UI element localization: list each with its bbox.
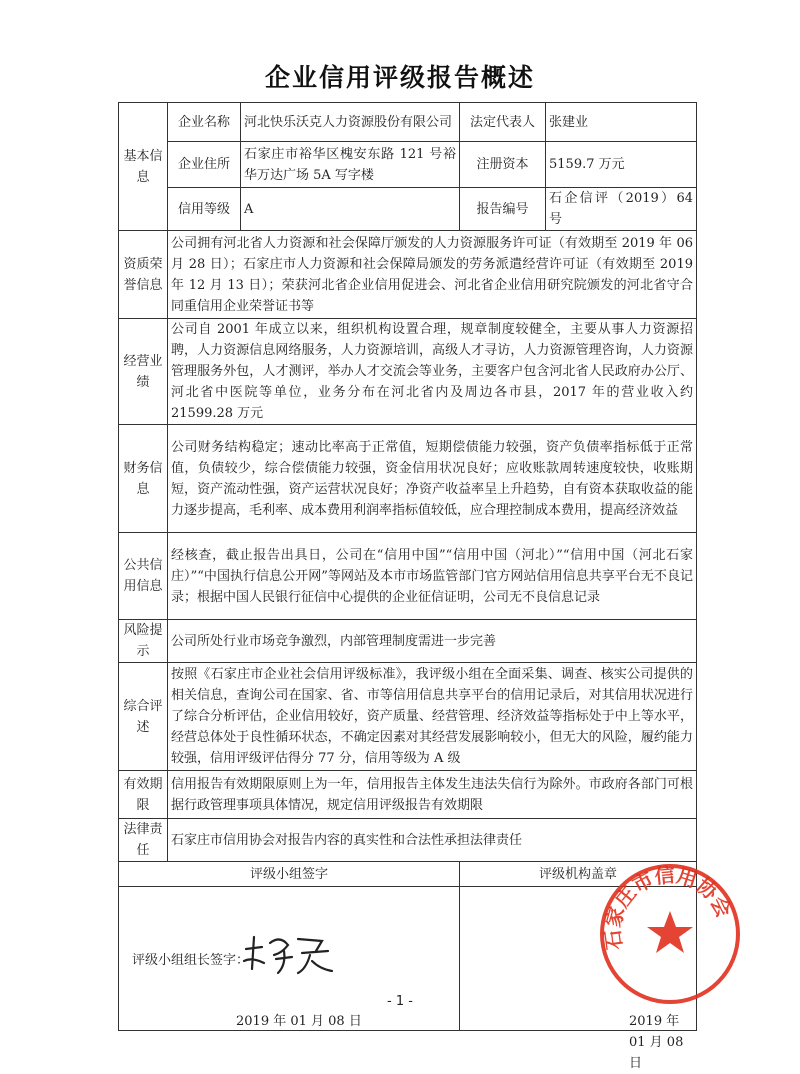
section-row-financial (119, 425, 697, 533)
group-sign-date: 2019 年 01 月 08 日 (236, 1014, 362, 1029)
section-text: 公司自 2001 年成立以来，组织机构设置合理，规章制度较健全，主要从事人力资源招聘，人力资源信息网络服务，人力资源培训，高级人才寻访，人力资源管理咨询，人力资源管理服务外包，人才测评，举办人才交流会等业务，主要客户包含河北省人民政府办公厅、河北省中医院等单位，业务分布在河北省内及周边各市县，2017 年的营业收入约 21599.28 万元 (168, 319, 697, 425)
section-row-performance (119, 319, 697, 425)
company-name-value: 河北快乐沃克人力资源股份有限公司 (241, 103, 460, 142)
section-label: 有效期限 (119, 771, 168, 819)
credit-report-table (118, 102, 737, 1071)
company-name-label: 企业名称 (168, 103, 241, 142)
section-text: 信用报告有效期限原则上为一年，信用报告主体发生违法失信行为除外。市政府各部门可根据行政管理事项具体情况，规定信用评级报告有效期限 (168, 771, 697, 819)
seal-star-icon (647, 911, 693, 953)
page-number: - 1 - (387, 994, 413, 1009)
address-value: 石家庄市裕华区槐安东路 121 号裕华万达广场 5A 写字楼 (241, 142, 460, 188)
rating-value: A (241, 188, 460, 231)
report-no-label: 报告编号 (460, 188, 546, 231)
official-seal (595, 859, 745, 1009)
section-text: 按照《石家庄市企业社会信用评级标准》，我评级小组在全面采集、调查、核实公司提供的相关信息，查询公司在国家、省、市等信用信息共享平台的信用记录后，对其信用状况进行了综合分析评估，企业信用较好，资产质量、经营管理、经济效益等指标处于中上等水平，经营总体处于良性循环状态，不确定因素对其经营发展影响较小，但无大的风险，履约能力较强，信用评级评估得分 77 分，信用等级为 A 级 (168, 663, 697, 771)
document-title: 企业信用评级报告概述 (264, 63, 535, 92)
capital-label: 注册资本 (460, 142, 546, 188)
section-text: 经核查，截止报告出具日，公司在“信用中国”“信用中国（河北）”“信用中国（河北石家庄）”“中国执行信息公开网”等网站及本市市场监管部门官方网站信用信息共享平台无不良记录；根据中国人民银行征信中心提供的企业征信证明，公司无不良信息记录 (168, 533, 697, 620)
section-label: 综合评述 (119, 663, 168, 771)
section-label: 财务信息 (119, 425, 168, 533)
section-label: 资质荣誉信息 (119, 231, 168, 319)
section-row-legal (119, 819, 697, 862)
org-seal-date: 2019 年 01 月 08 日 (629, 1014, 684, 1071)
capital-value: 5159.7 万元 (546, 142, 697, 188)
section-text: 公司财务结构稳定；速动比率高于正常值，短期偿债能力较强，资产负债率指标低于正常值，负债较少，综合偿债能力较强，资金信用状况良好；应收账款周转速度较快，收账期短，资产流动性强，资产运营状况良好；净资产收益率呈上升趋势，自有资本获取收益的能力逐步提高，毛利率、成本费用利润率指标值较低，应合理控制成本费用，提高经济效益 (168, 425, 697, 533)
section-text: 公司所处行业市场竞争激烈，内部管理制度需进一步完善 (168, 620, 697, 663)
address-label: 企业住所 (168, 142, 241, 188)
section-row-qualification (119, 231, 697, 319)
seal-ring-text: 石家庄市信用协会 (600, 862, 737, 952)
section-label: 法律责任 (119, 819, 168, 862)
section-label-basic: 基本信息 (119, 103, 168, 231)
section-label: 经营业绩 (119, 319, 168, 425)
section-row-public-credit (119, 533, 697, 620)
org-seal-header: 评级机构盖章 (460, 862, 697, 887)
rating-label: 信用等级 (168, 188, 241, 231)
legal-rep-value: 张建业 (546, 103, 697, 142)
section-text: 公司拥有河北省人力资源和社会保障厅颁发的人力资源服务许可证（有效期至 2019 年 06 月 28 日）；石家庄市人力资源和社会保障局颁发的劳务派遣经营许可证（有效期至 2019 年 12 月 13 日）；荣获河北省企业信用促进会、河北省企业信用研究院颁发的河北省守合同重信用企业荣誉证书等 (168, 231, 697, 319)
section-row-validity (119, 771, 697, 819)
legal-rep-label: 法定代表人 (460, 103, 546, 142)
group-sign-header: 评级小组签字 (119, 862, 460, 887)
handwritten-signature (240, 929, 340, 977)
section-row-risk (119, 620, 697, 663)
section-text: 石家庄市信用协会对报告内容的真实性和合法性承担法律责任 (168, 819, 697, 862)
leader-sign-label: 评级小组组长签字： (132, 953, 250, 968)
report-no-value: 石企信评（2019）64 号 (546, 188, 697, 231)
section-label: 风险提示 (119, 620, 168, 663)
section-label: 公共信用信息 (119, 533, 168, 620)
section-row-summary (119, 663, 697, 771)
